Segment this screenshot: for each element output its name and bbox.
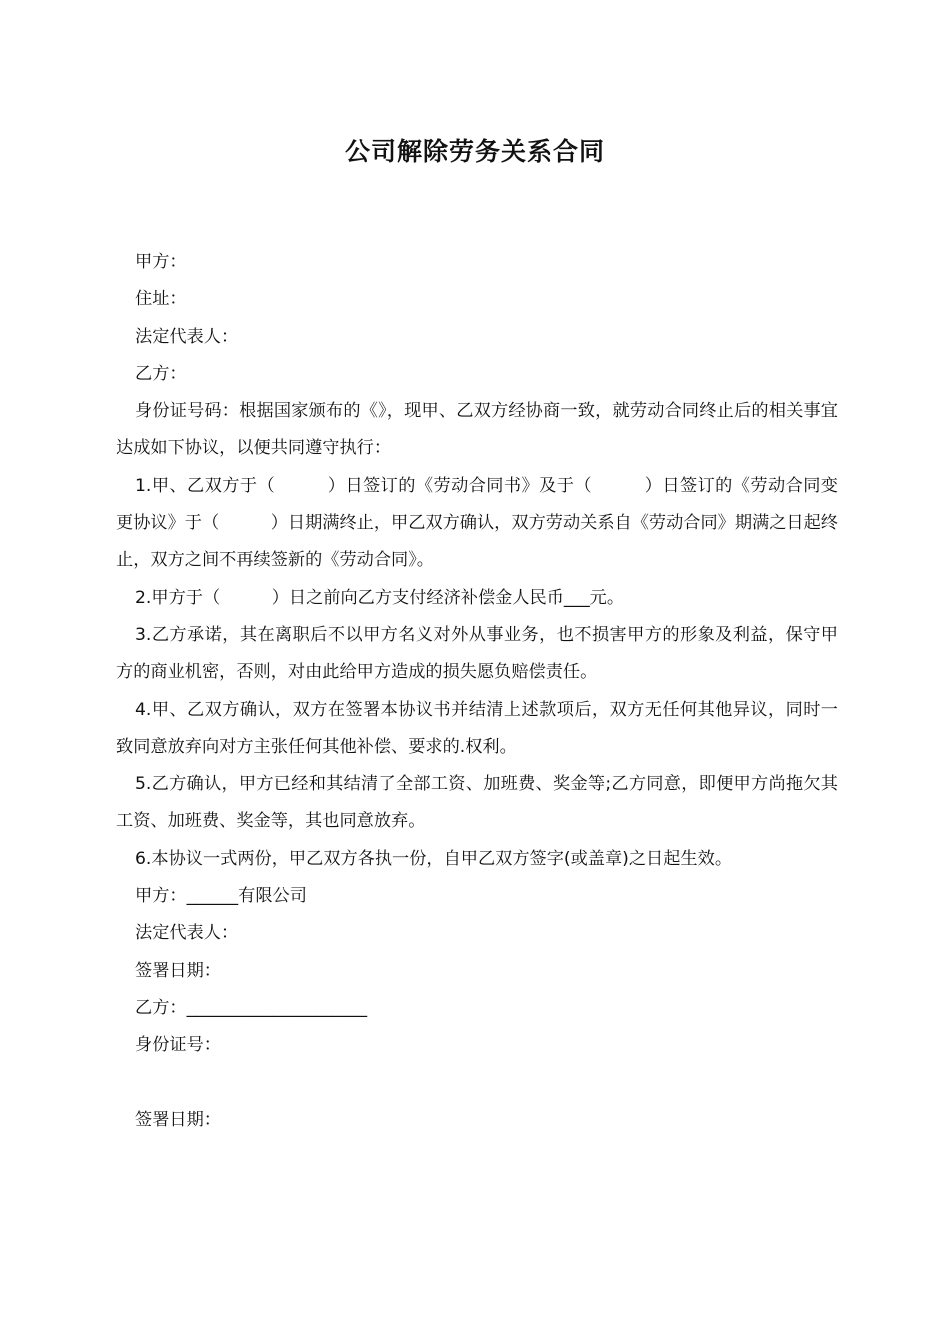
clause-5: 5.乙方确认，甲方已经和其结清了全部工资、加班费、奖金等;乙方同意，即便甲方尚拖欠其工资、加班费、奖金等，其也同意放弃。: [116, 774, 838, 832]
signature-id-number: 身份证号：: [135, 1035, 221, 1056]
signature-date-b: 签署日期：: [135, 1109, 221, 1130]
party-b-line: 乙方：: [135, 363, 187, 384]
spacer: [116, 1065, 838, 1102]
clause-6: 6.本协议一式两份，甲乙双方各执一份，自甲乙双方签字(或盖章)之日起生效。: [135, 848, 733, 869]
signature-date-a: 签署日期：: [135, 960, 221, 981]
clause-1: 1.甲、乙双方于（ ）日签订的《劳动合同书》及于（ ）日签订的《劳动合同变更协议》于（ ）日期满终止，甲乙双方确认，双方劳动关系自《劳动合同》期满之日起终止，双方之间不再续签新的《劳动合同》。: [116, 475, 838, 571]
signature-party-a: 甲方：______有限公司: [135, 886, 307, 907]
party-a-legal-rep-line: 法定代表人：: [135, 326, 239, 347]
document-body: [116, 244, 838, 1139]
clause-2: 2.甲方于（ ）日之前向乙方支付经济补偿金人民币___元。: [135, 587, 625, 608]
clause-3: 3.乙方承诺，其在离职后不以甲方名义对外从事业务，也不损害甲方的形象及利益，保守甲方的商业机密，否则，对由此给甲方造成的损失愿负赔偿责任。: [116, 624, 838, 683]
document-title: 公司解除劳务关系合同: [344, 137, 605, 166]
party-a-line: 甲方：: [135, 252, 187, 272]
signature-legal-rep: 法定代表人：: [135, 923, 239, 944]
intro-paragraph: 身份证号码：根据国家颁布的《》，现甲、乙双方经协商一致，就劳动合同终止后的相关事宜达成如下协议，以便共同遵守执行：: [116, 401, 838, 459]
clause-4: 4.甲、乙双方确认，双方在签署本协议书并结清上述款项后，双方无任何其他异议，同时一致同意放弃向对方主张任何其他补偿、要求的.权利。: [116, 699, 838, 757]
party-a-address-line: 住址：: [135, 289, 187, 310]
signature-party-b: 乙方：_____________________: [135, 997, 368, 1018]
